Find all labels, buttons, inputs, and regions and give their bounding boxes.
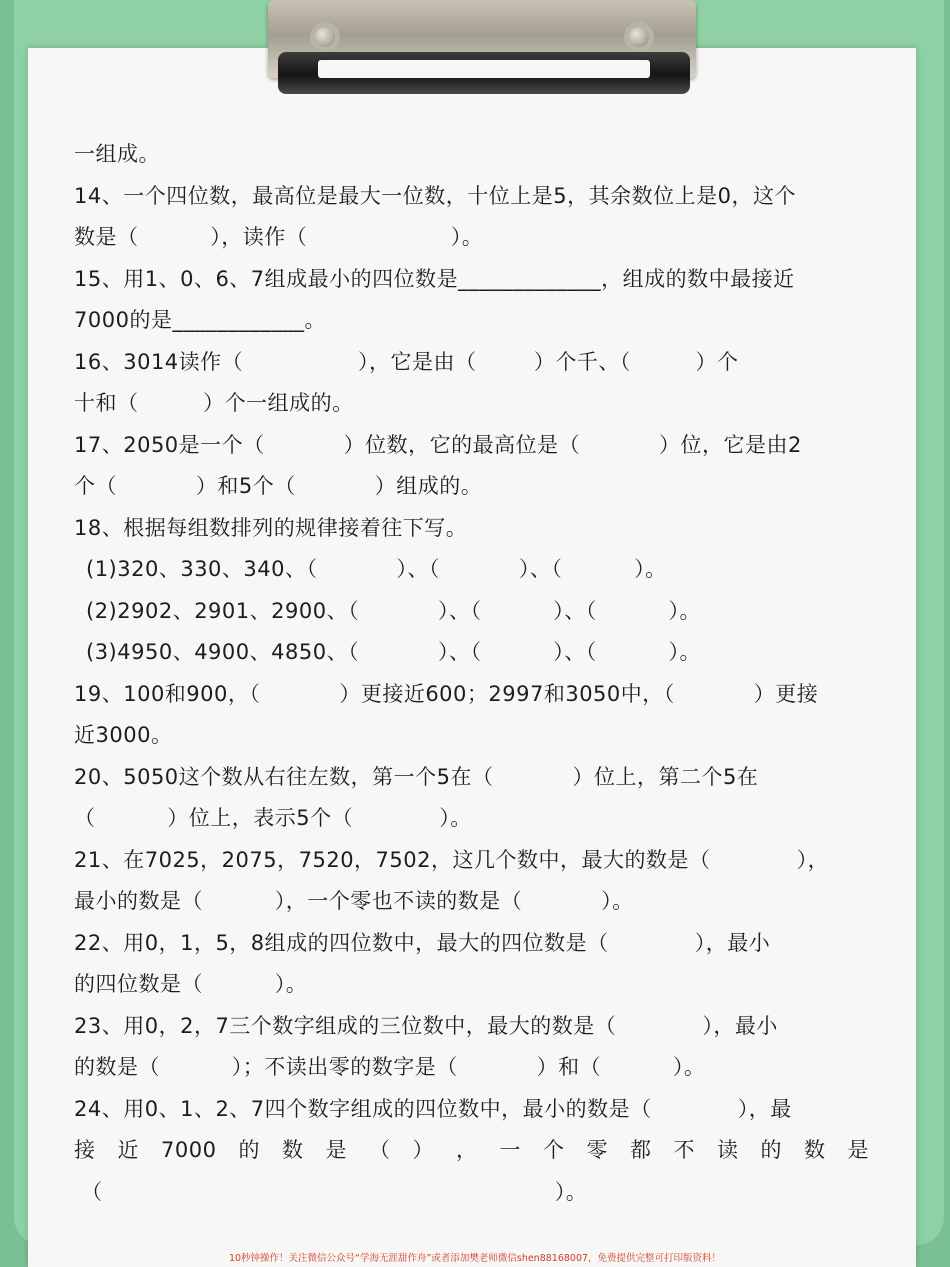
spread-char: 数	[281, 1138, 304, 1162]
question-20-line-2: （ ）位上，表示5个（ ）。	[74, 806, 472, 830]
question-18-item-2: (2)2902、2901、2900、（ ）、（ ）、（ ）。	[86, 598, 702, 623]
question-24-line-1: 24、用0、1、2、7四个数字组成的四位数中，最小的数是（ ），最	[74, 1096, 792, 1121]
question-19-line-2: 近3000。	[74, 723, 173, 747]
question-18-title: 18、根据每组数排列的规律接着往下写。	[74, 515, 468, 540]
spread-char: 7000	[161, 1138, 217, 1162]
spread-char: 都	[629, 1138, 652, 1162]
question-22-line-2: 的四位数是（ ）。	[74, 972, 308, 996]
spread-char: 是	[325, 1138, 347, 1162]
question-15-line-1: 15、用1、0、6、7组成最小的四位数是_____________，组成的数中最接近	[74, 266, 795, 291]
text-line: 一组成。	[74, 142, 160, 166]
spread-char: 接	[74, 1138, 96, 1162]
spread-char: （	[368, 1138, 391, 1162]
question-15-line-2: 7000的是____________。	[74, 308, 326, 332]
question-16-line-1: 16、3014读作（ ），它是由（ ）个千、（ ）个	[74, 349, 739, 374]
spread-char: 不	[673, 1138, 695, 1162]
question-21-line-2: 最小的数是（ ），一个零也不读的数是（ ）。	[74, 889, 634, 913]
rivet-icon	[310, 22, 340, 52]
question-24-line-3: （ ）。	[74, 1179, 588, 1204]
question-24-line-2	[74, 1130, 869, 1172]
question-23-line-2: 的数是（ ）；不读出零的数字是（ ）和（ ）。	[74, 1055, 706, 1079]
spread-char: 读	[716, 1138, 739, 1162]
worksheet-text	[74, 134, 894, 1213]
promo-footer: 10秒钟操作！关注微信公众号“学海无涯甜作舟”或者添加樊老师微信shen88168007，免费提供完整可打印版资料！	[228, 1253, 722, 1264]
clip-lever	[278, 52, 690, 94]
question-18-item-1: (1)320、330、340、（ ）、（ ）、（ ）。	[86, 557, 667, 581]
rivet-icon	[624, 22, 654, 52]
question-17-line-2: 个（ ）和5个（ ）组成的。	[74, 474, 483, 498]
question-20-line-1: 20、5050这个数从右往左数，第一个5在（ ）位上，第二个5在	[74, 764, 759, 789]
spread-char: ，	[455, 1138, 478, 1162]
question-22-line-1: 22、用0，1，5，8组成的四位数中，最大的四位数是（ ），最小	[74, 930, 771, 955]
spread-char: 的	[760, 1138, 782, 1162]
question-21-line-1: 21、在7025，2075，7520，7502，这几个数中，最大的数是（ ），	[74, 847, 830, 872]
question-14-line-1: 14、一个四位数，最高位是最大一位数，十位上是5，其余数位上是0，这个	[74, 183, 796, 208]
spread-char: 是	[847, 1138, 869, 1162]
clipboard-clip	[268, 0, 696, 98]
question-19-line-1: 19、100和900，（ ）更接近600；2997和3050中，（ ）更接	[74, 681, 819, 706]
spread-char: 数	[803, 1138, 826, 1162]
spread-char: ）	[412, 1138, 434, 1162]
question-16-line-2: 十和（ ）个一组成的。	[74, 391, 354, 415]
spread-char: 的	[238, 1138, 260, 1162]
spread-char: 近	[117, 1138, 139, 1162]
spread-char: 个	[542, 1138, 565, 1162]
spread-char: 零	[586, 1138, 608, 1162]
question-23-line-1: 23、用0，2，7三个数字组成的三位数中，最大的数是（ ），最小	[74, 1013, 778, 1038]
question-18-item-3: (3)4950、4900、4850、（ ）、（ ）、（ ）。	[86, 640, 702, 664]
question-14-line-2: 数是（ ），读作（ ）。	[74, 225, 484, 249]
question-17-line-1: 17、2050是一个（ ）位数，它的最高位是（ ）位，它是由2	[74, 432, 802, 457]
spread-char: 一	[499, 1138, 521, 1162]
